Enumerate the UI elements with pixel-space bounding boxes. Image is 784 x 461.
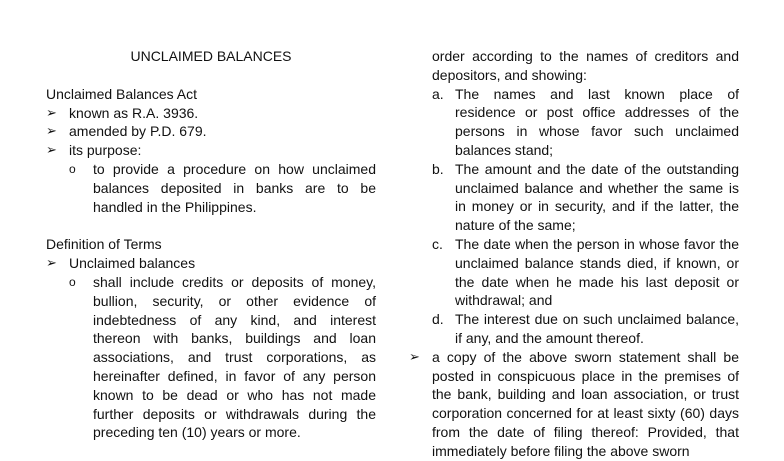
item-text: The date when the person in whose favor the unclaimed balance stands died, if known, or the date when he made his last deposit or withdrawal; and: [455, 235, 739, 309]
item-label: c.: [432, 235, 443, 252]
intro-text: order according to the names of creditors and depositors, and showing:: [432, 48, 739, 83]
item-label: a.: [432, 85, 444, 102]
term-definition: o shall include credits or deposits of money, bullion, security, or other evidence of indebtedness of any kind, and interest thereon with banks, buildings and loan associations, and trust corporations, as hereinafter defined, in favor of any person known to be dead or who has not made further deposits or withdrawals during the preceding ten (10) years or more.: [69, 273, 376, 442]
list-item: [432, 310, 739, 348]
term-name: Unclaimed balances: [69, 255, 196, 272]
left-column: [46, 47, 376, 442]
item-text: The interest due on such unclaimed balance, if any, and the amount thereof.: [455, 311, 739, 346]
term-definition-list: [69, 273, 376, 442]
item-label: b.: [432, 160, 444, 177]
purpose-list: [69, 160, 376, 216]
act-item-text: its purpose:: [69, 142, 142, 159]
list-item: [46, 122, 376, 141]
act-list: [46, 104, 376, 160]
requirements-list: [432, 85, 739, 348]
posting-text: ➢ a copy of the above sworn statement shall be posted in conspicuous place in the premises of the bank, building and loan association, or trust corporation concerned for at least sixty (60) days from the date of filing thereof: Provided, that immediately before filing the above sworn: [432, 348, 739, 461]
list-item: [46, 254, 376, 273]
terms-heading: Definition of Terms: [46, 236, 162, 253]
list-item: [46, 141, 376, 160]
purpose-text: o to provide a procedure on how unclaimed balances deposited in banks are to be handled in the Philippines.: [69, 160, 376, 216]
right-column: [432, 47, 739, 461]
list-item: [432, 235, 739, 310]
item-label: d.: [432, 311, 444, 328]
act-item-text: known as R.A. 3936.: [69, 104, 199, 121]
list-item: [432, 85, 739, 160]
act-heading: Unclaimed Balances Act: [46, 85, 197, 102]
list-item: [432, 160, 739, 235]
act-item-text: amended by P.D. 679.: [69, 123, 207, 140]
item-text: The amount and the date of the outstanding unclaimed balance and whether the same is in money or in security, and if the latter, the nature of the same;: [455, 160, 739, 234]
item-text: The names and last known place of residence or post office addresses of the persons in whose favor such unclaimed balances stand;: [455, 85, 739, 158]
posting-list: [432, 348, 739, 461]
terms-list: [46, 254, 376, 273]
list-item: [46, 104, 376, 123]
document-title: UNCLAIMED BALANCES: [130, 48, 292, 64]
